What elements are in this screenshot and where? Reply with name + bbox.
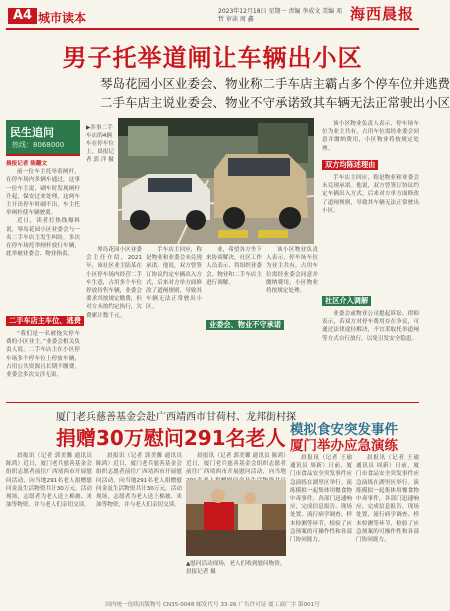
subhead-reasons: 双方均陈述理由 xyxy=(322,160,378,170)
subhead-mediation: 社区介入调解 xyxy=(322,296,371,306)
header-rule xyxy=(6,28,419,30)
lead-column-4 xyxy=(206,246,262,316)
story2-photo-illustration xyxy=(186,480,286,556)
page-footer: 国内统一连续出版物号 CN35-0048 邮发代号 33-26 广告许可证 厦工商广字 第001号 xyxy=(105,602,320,608)
lead-column-6c xyxy=(322,310,419,400)
page-header xyxy=(0,0,425,30)
lead-column-2 xyxy=(86,246,142,400)
column-badge-title: 民生追问 xyxy=(10,126,54,139)
lead-paragraph: 该小区物业负责人表示，停车场车位为业主共有，占用车位需经业委会同意并缴纳费用，小区物业将按规定处理。 xyxy=(322,121,419,152)
story2-column-2 xyxy=(96,452,182,596)
story2-photo xyxy=(186,480,286,556)
lead-column-3 xyxy=(146,246,202,400)
lead-paragraph: 手车店主回应，称是物业和业委会未兑现承诺。他说，双方曾签订协议约定车辆出入方式，后来对方单方面修改了道闸规则，导致其车辆无法正常驶出小区。 xyxy=(146,247,202,311)
story3-column-2 xyxy=(356,454,419,596)
subhead-parking: 二手车店主车位、逃费 xyxy=(6,316,84,326)
story2-headline: 捐赠30万慰问291名老人 xyxy=(56,426,286,450)
story2-caption: ▲慰问活动现场，老人们收到慰问物资。晨报记者 摄 xyxy=(186,561,286,575)
story2-paragraph: 晨报讯（记者 郭美馨 通讯员 陈鸿）近日，厦门老兵慈善基金会组织志愿者前往广西靖西市开展慰问活动，向当地291名老人捐赠慰问金及生活物资共计30万元。活动现场，志愿者为老人送上棉被、米油等物资，并与老人们亲切交谈。 xyxy=(6,453,92,509)
subhead-promise: 业委会、物业不守承诺 xyxy=(206,320,284,330)
lead-paragraph: “我们是一名被拖欠停车费的小区业主。”业委会相关负责人说，二手车店主在小区停车场多个停车位上停放车辆，占用公共资源且长期不缴费，业委会多次交涉无果。 xyxy=(6,331,80,379)
lead-headline: 男子托举道闸让车辆出小区 xyxy=(62,44,363,72)
story2-paragraph: 晨报讯（记者 郭美馨 通讯员 陈鸿）近日，厦门老兵慈善基金会组织志愿者前往广西靖西市开展慰问活动，向当地 xyxy=(186,453,286,476)
story3-column-1 xyxy=(290,454,352,596)
lead-paragraph: 琴岛花园小区业委会主任介绍，2021年，该社区业主陆某在小区停车场内经营二手车生意，占用多个车位停放待售车辆，业委会要求其按规定缴费，但对方未按约定执行，欠费累计数千元。 xyxy=(86,247,142,319)
lead-paragraph: 前一位车主托举着闸杆，在停车场内多辆车通过，这事一位车主说，刷车时发现闸杆升起，保安过来处理。这两车主开出停车时刷不出，车主托举闸杆使车辆驶离。 xyxy=(6,169,80,217)
photo-illustration xyxy=(118,118,314,244)
lead-subheadline-1: 琴岛花园小区业委会、物业称二手车店主霸占多个停车位并逃费 xyxy=(100,76,450,91)
lead-photo xyxy=(118,118,314,244)
column-badge xyxy=(6,120,80,154)
lead-paragraph: 业委会或物业公司提起诉讼。律师表示，若双方对停车费用存在争议，可通过法律途径解决，不宜采取托举道闸等方式自行放行，以免引发安全隐患。 xyxy=(322,311,419,342)
lead-paragraph: 业，希望各方坐下来协商解决。社区工作人员表示，将组织业委会、物业和二手车店主进行调解。 xyxy=(206,247,262,286)
story2-column-3 xyxy=(186,452,286,478)
lead-paragraph: 该小区物业负责人表示，停车场车位为业主共有，占用车位需经业委会同意并缴纳费用，小区物业将按规定处理。 xyxy=(266,247,318,295)
issue-date: 2023年12月18日 星期一 责编 李成文 美编 邓 哲 审读 周 鑫 xyxy=(218,8,343,23)
section-title: 城市读本 xyxy=(38,11,87,25)
masthead-logo: 海西晨报 xyxy=(350,5,415,23)
lead-column-6b xyxy=(322,174,419,292)
photo-caption: ▶涉事二手车店的4辆车在停车位上。晨报记者 郭 洋 摄 xyxy=(86,125,114,163)
story3-paragraph: 晨报讯（记者 王瑜 通讯员 周新）日前，厦门市食品安全突发事件应急演练在湖里区举行。演练模拟一起集体用餐食物中毒事件，各部门迅速响应，完成信息报告、现场处置、流行病学调查、样本检测等环节，检验了应急预案的可操作性和各部门协同能力。 xyxy=(290,455,352,544)
lead-paragraph: 手车店主回应，称是物业和业委会未兑现承诺。他说，双方曾签订协议约定车辆出入方式，后来对方单方面修改了道闸规则，导致其车辆无法正常驶出小区。 xyxy=(322,175,419,214)
lead-column-6a xyxy=(322,120,419,158)
badge-stripe xyxy=(6,154,80,156)
story2-column-1 xyxy=(6,452,92,596)
lead-column-1b xyxy=(6,330,80,400)
story3-headline-2: 厦门举办应急演练 xyxy=(290,438,398,454)
page-number: A4 xyxy=(8,8,37,24)
story3-headline-1: 模拟食安突发事件 xyxy=(290,422,398,438)
lead-subheadline-2: 二手车店主说业委会、物业不守承诺致其车辆无法正常驶出小区 xyxy=(100,95,450,110)
story2-paragraph: 晨报讯（记者 郭美馨 通讯员 陈鸿）近日，厦门老兵慈善基金会组织志愿者前往广西靖西市开展慰问活动，向当地291名老人捐赠慰问金及生活物资共计30万元。活动现场，志愿者为老人送上棉被、米油等物资，并与老人们亲切交谈。 xyxy=(96,453,182,509)
lead-paragraph: 近日，读者打热线爆料说，琴岛花园小区业委会与一名二手车店主发生纠纷，多次在停车场托举闸杆放行车辆，此举被业委会、物业指责。 xyxy=(6,218,80,258)
story2-kicker: 厦门老兵慈善基金会赴广西靖西市甘荷村、龙邦街村探 xyxy=(56,412,296,423)
story3-paragraph: 晨报讯（记者 王瑜 通讯员 周新）日前，厦门市食品安全突发事件应急演练在湖里区举行。演练模拟一起集体用餐食物中毒事件，各部门迅速响应，完成信息报告、现场处置、流行病学调查、样本检测等环节，检验了应急预案的可操作性和各部门协同能力。 xyxy=(356,455,419,544)
lead-byline: 晨报记者 陈翻文 xyxy=(6,161,48,167)
section-divider xyxy=(6,402,419,403)
column-badge-hotline: 热线：8068000 xyxy=(12,141,65,149)
lead-column-5 xyxy=(266,246,318,400)
